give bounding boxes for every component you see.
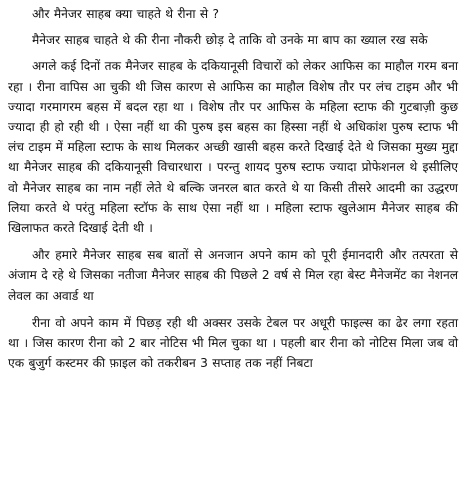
paragraph-reena-notice: रीना वो अपने काम में पिछड़ रही थी अक्सर उसके टेबल पर अधूरी फाइल्स का ढेर लगा रहता था । जिस कारण रीना को 2 बार नोटिस भी मिल चुका था । पहली बार रीना को नोटिस मिला जब वो एक बुजुर्ग कस्टमर की फ़ाइल को तकरीबन 3 सप्ताह तक नहीं निबटा bbox=[8, 315, 458, 371]
paragraph-question: और मैनेजर साहब क्या चाहते थे रीना से ? bbox=[32, 7, 219, 21]
paragraph-office-debate: अगले कई दिनों तक मैनेजर साहब के दकियानूसी विचारों को लेकर आफिस का माहौल गरम बना रहा । रीना वापिस आ चुकी थी जिस कारण से आफिस का माहौल विशेष तौर पर लंच टाइम और भी ज्यादा गरमागरम बहस में बदल रहा था । विशेष तौर पर आफिस के महिला स्टाफ की गुटबाज़ी कुछ ज्यादा ही हो रही थी । ऐसा नहीं था की पुरुष इस बहस का हिस्सा नहीं थे अधिकांश पुरुष स्टाफ भी लंच टाइम में महिला स्टाफ के साथ मिलकर अच्छी खासी बहस करते दिखाई देते थे जिसका मुख्य मुद्दा था मैनेजर साहब की दकियानूसी विचारधारा । परन्तु शायद पुरुष स्टाफ ज्यादा प्रोफेशनल थे इसीलिए वो मैनेजर साहब का नाम नहीं लेते थे बल्कि जनरल बात करते थे या किसी तीसरे आदमी का उद्धरण लिया करते थे परंतु महिला स्टॉफ के साथ ऐसा नहीं था । महिला स्टाफ खुलेआम मैनेजर साहब की खिलाफत करते दिखाई देती थी । bbox=[8, 59, 458, 236]
paragraph-answer: मैनेजर साहब चाहते थे की रीना नौकरी छोड़ दे ताकि वो उनके मा बाप का ख्याल रख सके bbox=[32, 33, 428, 48]
paragraph-manager-award: और हमारे मैनेजर साहब सब बातों से अनजान अपने काम को पूरी ईमानदारी और तत्परता से अंजाम दे रहे थे जिसका नतीजा मैनेजर साहब की पिछले 2 वर्ष से मिल रहा बेस्ट मैनेजमेंट का नेशनल लेवल का अवार्ड था bbox=[8, 248, 458, 303]
